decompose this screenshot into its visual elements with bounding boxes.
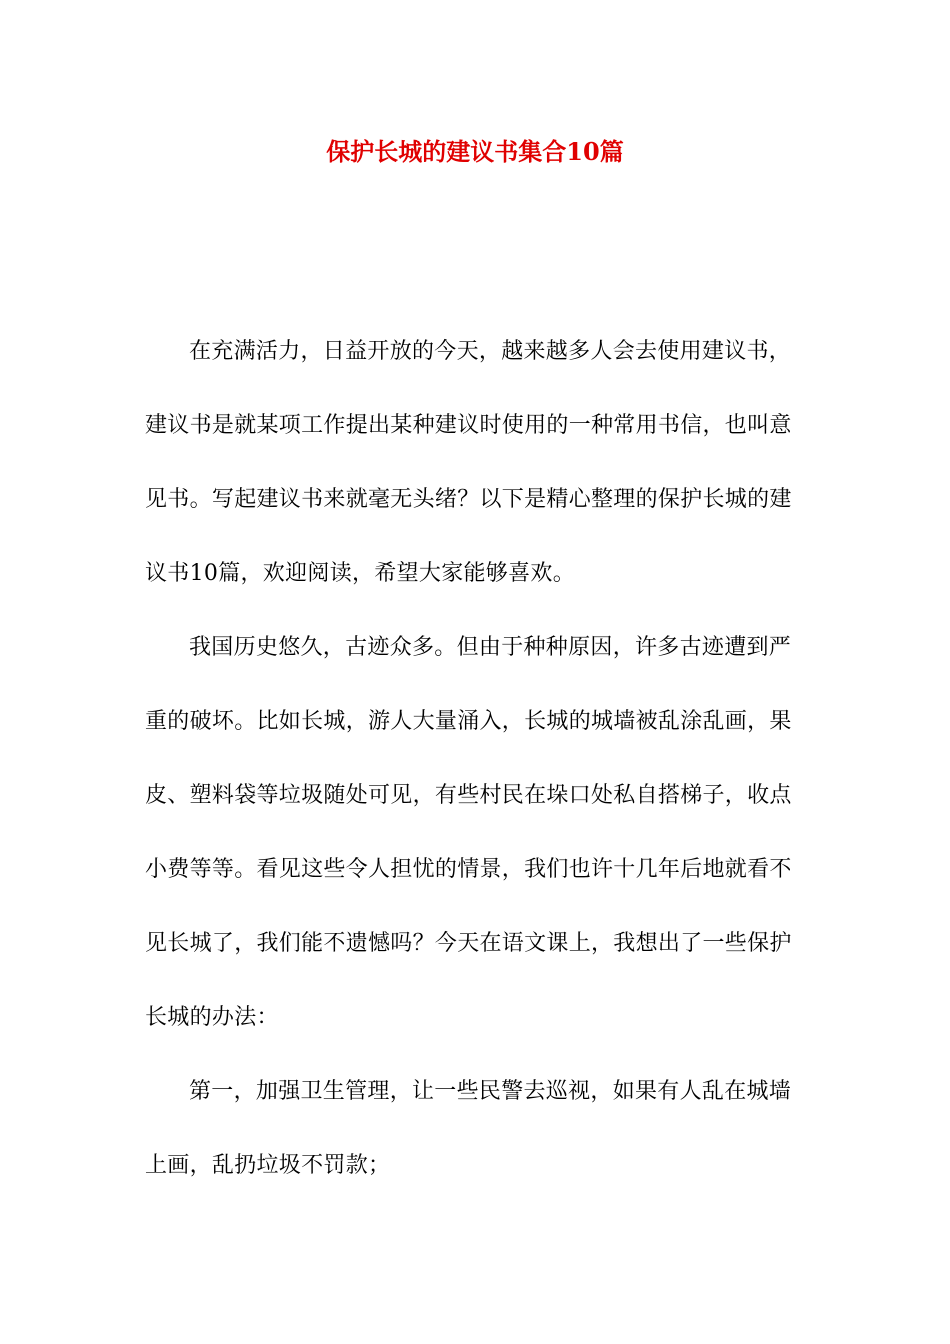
paragraph-line: 第一，加强卫生管理，让一些民警去巡视，如果有人乱在城墙: [189, 1079, 792, 1104]
paragraph-line: 建议书是就某项工作提出某种建议时使用的一种常用书信，也叫意: [145, 413, 792, 438]
paragraph-line: 上画，乱扔垃圾不罚款；: [145, 1153, 391, 1178]
paragraph-line: 议书10篇，欢迎阅读，希望大家能够喜欢。: [145, 561, 575, 586]
paragraph-line: 重的破坏。比如长城，游人大量涌入，长城的城墙被乱涂乱画，果: [145, 709, 792, 734]
paragraph-intro: [145, 315, 805, 611]
paragraph-history: [145, 611, 805, 1055]
paragraph-line: 小费等等。看见这些令人担忧的情景，我们也许十几年后地就看不: [145, 857, 792, 882]
paragraph-line: 见长城了，我们能不遗憾吗？今天在语文课上，我想出了一些保护: [145, 931, 792, 956]
document-body: [145, 315, 805, 1203]
paragraph-line: 见书。写起建议书来就毫无头绪？以下是精心整理的保护长城的建: [145, 487, 792, 512]
paragraph-line: 在充满活力，日益开放的今天，越来越多人会去使用建议书，: [189, 339, 792, 364]
paragraph-first-measure: [145, 1055, 805, 1203]
paragraph-line: 长城的办法：: [145, 1005, 279, 1030]
paragraph-line: 我国历史悠久，古迹众多。但由于种种原因，许多古迹遭到严: [189, 635, 792, 660]
paragraph-line: 皮、塑料袋等垃圾随处可见，有些村民在垛口处私自搭梯子，收点: [145, 783, 792, 808]
document-title: 保护长城的建议书集合10篇: [326, 137, 624, 166]
